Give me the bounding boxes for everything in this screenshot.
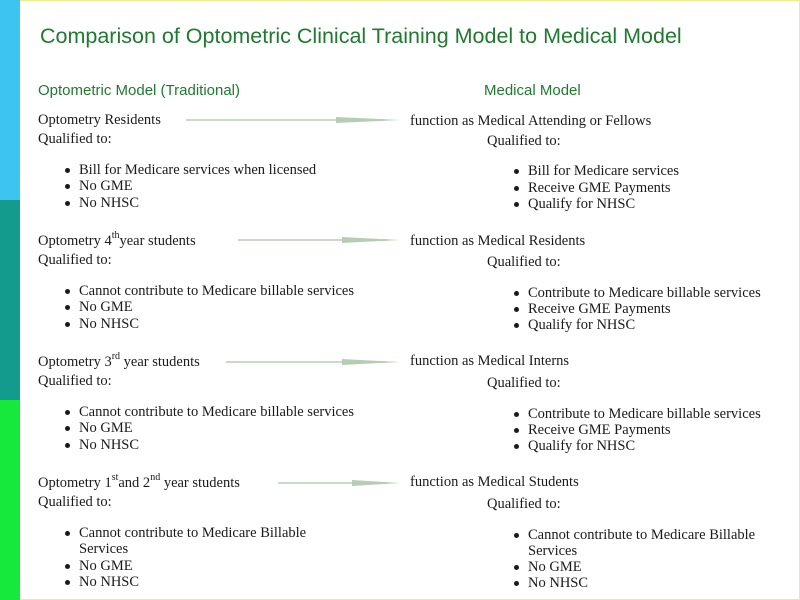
opt-bullet: No NHSC [79, 195, 139, 211]
opt-label-3rd-year: Optometry 3rd year students [38, 351, 200, 370]
opt-bullet: No GME [79, 178, 133, 194]
opt-bullet: No GME [79, 420, 133, 436]
med-qualified-label: Qualified to: [487, 375, 561, 391]
med-bullet: Receive GME Payments [528, 301, 671, 317]
opt-qualified-label: Qualified to: [38, 252, 112, 268]
med-bullet: Receive GME Payments [528, 422, 671, 438]
med-bullet: No NHSC [528, 575, 588, 591]
med-label-students: function as Medical Students [410, 474, 579, 490]
opt-bullet: No GME [79, 299, 133, 315]
optometric-header: Optometric Model (Traditional) [38, 82, 241, 99]
accent-bar-middle [0, 200, 20, 400]
opt-bullet: Cannot contribute to Medicare billable services [79, 404, 354, 420]
opt-bullet: No NHSC [79, 437, 139, 453]
med-qualified-label: Qualified to: [487, 133, 561, 149]
med-bullet: Qualify for NHSC [528, 317, 635, 333]
opt-label-1st-2nd-year: Optometry 1stand 2nd year students [38, 472, 240, 491]
opt-bullet: No NHSC [79, 316, 139, 332]
opt-label-4th-year: Optometry 4thyear students [38, 230, 196, 249]
med-bullet: Contribute to Medicare billable services [528, 406, 761, 422]
med-qualified-label: Qualified to: [487, 496, 561, 512]
opt-qualified-label: Qualified to: [38, 373, 112, 389]
arrow-icon [186, 114, 400, 126]
med-bullet-continuation: Services [528, 543, 578, 559]
medical-header: Medical Model [484, 82, 581, 99]
med-bullet: Qualify for NHSC [528, 438, 635, 454]
med-bullet: Qualify for NHSC [528, 196, 635, 212]
opt-bullet: No GME [79, 558, 133, 574]
arrow-icon [278, 477, 400, 489]
med-label-attending: function as Medical Attending or Fellows [410, 113, 652, 129]
opt-qualified-label: Qualified to: [38, 494, 112, 510]
med-label-residents: function as Medical Residents [410, 233, 586, 249]
accent-bar-bottom [0, 400, 20, 600]
opt-label-residents: Optometry Residents [38, 112, 161, 128]
arrow-icon [226, 356, 400, 368]
med-bullet: No GME [528, 559, 582, 575]
med-bullet: Receive GME Payments [528, 180, 671, 196]
arrow-icon [238, 234, 400, 246]
opt-qualified-label: Qualified to: [38, 131, 112, 147]
med-label-interns: function as Medical Interns [410, 353, 570, 369]
med-bullet: Contribute to Medicare billable services [528, 285, 761, 301]
opt-bullet-continuation: Services [79, 541, 129, 557]
opt-bullet: Bill for Medicare services when licensed [79, 162, 316, 178]
accent-bar-top [0, 0, 20, 200]
med-qualified-label: Qualified to: [487, 254, 561, 270]
slide-title: Comparison of Optometric Clinical Training Model to Medical Model [40, 24, 682, 48]
opt-bullet: No NHSC [79, 574, 139, 590]
opt-bullet: Cannot contribute to Medicare billable services [79, 283, 354, 299]
med-bullet: Bill for Medicare services [528, 163, 679, 179]
med-bullet: Cannot contribute to Medicare Billable [528, 527, 755, 543]
opt-bullet: Cannot contribute to Medicare Billable [79, 525, 306, 541]
